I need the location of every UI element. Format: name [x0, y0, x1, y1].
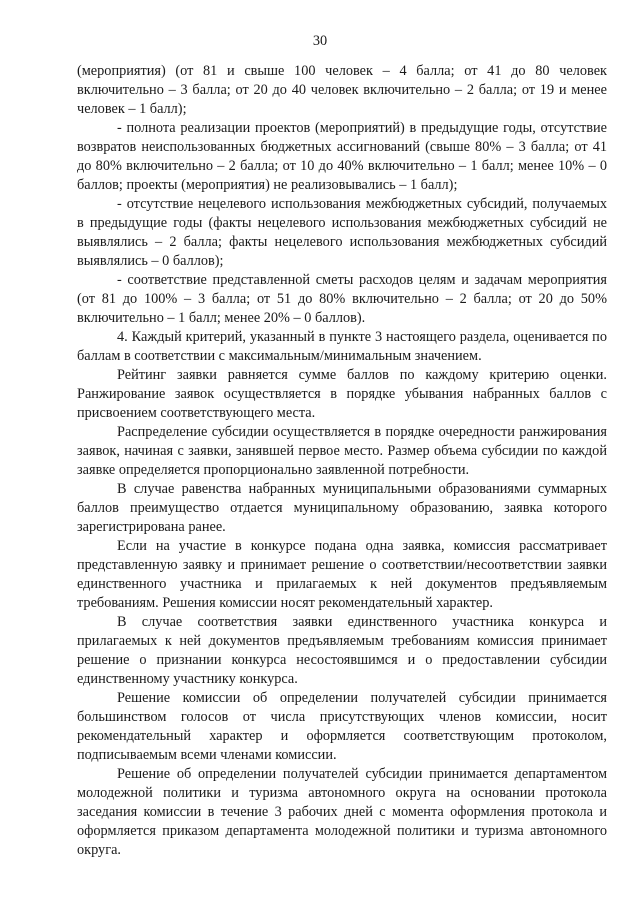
criterion-targeted-use: - отсутствие нецелевого использования межбюджетных субсидий, получаемых в предыдущие годы (факты нецелевого использования межбюджетных субсидий не выявлялись – 2 балла; факты нецелевого использования межбюджетных субсидий выявлялись – 0 баллов);: [77, 196, 607, 269]
paragraph-single-application: Если на участие в конкурсе подана одна заявка, комиссия рассматривает представленную заявку и принимает решение о соответствии/несоответствии заявки единственного участника и прилагаемых к ней документов предъявляемым требованиям. Решения комиссии носят рекомендательный характер.: [77, 538, 607, 611]
paragraph-item-4: 4. Каждый критерий, указанный в пункте 3 настоящего раздела, оценивается по баллам в соответствии с максимальным/минимальным значением.: [77, 329, 607, 364]
paragraph-distribution: Распределение субсидии осуществляется в порядке очередности ранжирования заявок, начиная с заявки, занявшей первое место. Размер объема субсидии по каждой заявке определяется пропорционально заявленной потребности.: [77, 424, 607, 478]
paragraph-equal-scores: В случае равенства набранных муниципальными образованиями суммарных баллов преимущество отдается муниципальному образованию, заявка которого зарегистрирована ранее.: [77, 481, 607, 535]
paragraph-commission-decision: Решение комиссии об определении получателей субсидии принимается большинством голосов от числа присутствующих членов комиссии, носит рекомендательный характер и оформляется соответствующим протоколом, подписываемым всеми членами комиссии.: [77, 690, 607, 763]
paragraph-single-participant: В случае соответствия заявки единственного участника конкурса и прилагаемых к ней документов предъявляемым требованиям комиссия принимает решение о признании конкурса несостоявшимся и о предоставлении субсидии единственному участнику конкурса.: [77, 614, 607, 687]
page-number: 30: [312, 33, 328, 49]
paragraph-final-decision: Решение об определении получателей субсидии принимается департаментом молодежной политики и туризма автономного округа на основании протокола заседания комиссии в течение 3 рабочих дней с момента оформления протокола и оформляется приказом департамента молодежной политики и туризма автономного округа.: [77, 766, 607, 858]
paragraph-continuation: (мероприятия) (от 81 и свыше 100 человек – 4 балла; от 41 до 80 человек включительно – 3 балла; от 20 до 40 человек включительно – 2 балла; от 19 и менее человек – 1 балл);: [77, 63, 607, 117]
paragraph-rating: Рейтинг заявки равняется сумме баллов по каждому критерию оценки. Ранжирование заявок осуществляется в порядке убывания набранных баллов с присвоением соответствующего места.: [77, 367, 607, 421]
criterion-estimate-compliance: - соответствие представленной сметы расходов целям и задачам мероприятия (от 81 до 100% – 3 балла; от 51 до 80% включительно – 2 балла; от 20 до 50% включительно – 1 балл; менее 20% – 0 баллов).: [77, 272, 607, 326]
document-body: [77, 62, 607, 860]
criterion-completeness: - полнота реализации проектов (мероприятий) в предыдущие годы, отсутствие возвратов неиспользованных бюджетных ассигнований (свыше 80% – 3 балла; от 41 до 80% включительно – 2 балла; от 10 до 40% включительно – 1 балл; менее 10% – 0 баллов; проекты (мероприятия) не реализовывались – 1 балл);: [77, 120, 607, 193]
